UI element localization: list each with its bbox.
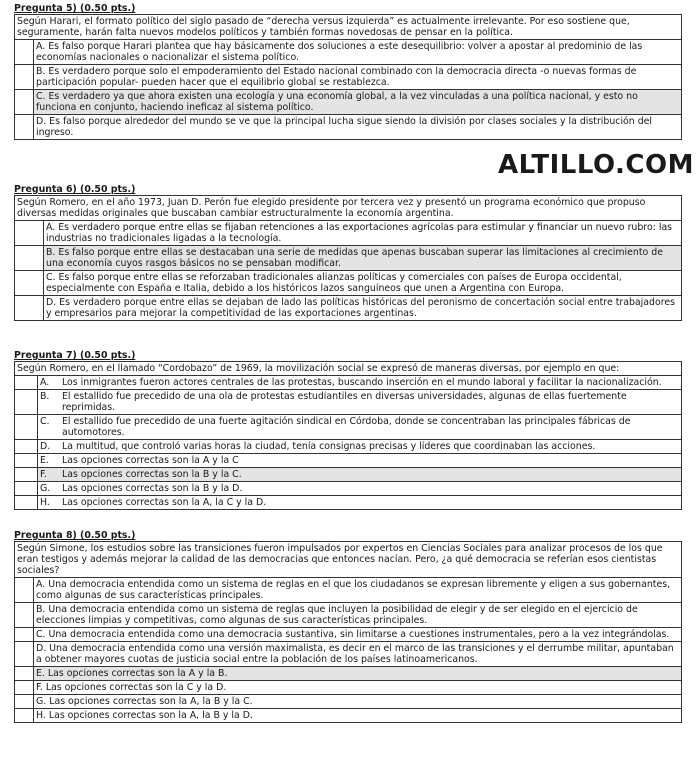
option-e-selected[interactable]: E. Las opciones correctas son la A y la B. <box>15 666 681 680</box>
question-8 <box>14 530 682 723</box>
brand-watermark: ALTILLO.COM <box>498 150 694 180</box>
question-5 <box>14 3 682 140</box>
option-b-selected[interactable]: B. Es falso porque entre ellas se destacaban una serie de medidas que apenas buscaban superar las limitaciones al crecimiento de una economía cuyos rasgos básicos no se pensaban modificar. <box>15 245 681 270</box>
question-title: Pregunta 5) (0.50 pts.) <box>14 3 136 14</box>
options-list <box>14 39 682 140</box>
question-title: Pregunta 7) (0.50 pts.) <box>14 350 136 361</box>
option-a[interactable]: A. Es falso porque Harari plantea que hay básicamente dos soluciones a este desequilibrio: volver a apostar al predominio de las economías nacionales o nacionalizar el sistema político. <box>15 39 681 64</box>
option-a[interactable]: A. Los inmigrantes fueron actores centrales de las protestas, buscando inserción en el mundo laboral y facilitar la nacionalización. <box>15 375 681 389</box>
option-f[interactable]: F. Las opciones correctas son la C y la D. <box>15 680 681 694</box>
option-d[interactable]: D. Es verdadero porque entre ellas se dejaban de lado las políticas históricas del peronismo de concertación social entre trabajadores y empresarios para mejorar la competitividad de las exportaciones argentinas. <box>15 295 681 321</box>
option-f-selected[interactable]: F. Las opciones correctas son la B y la C. <box>15 467 681 481</box>
option-d[interactable]: D. Una democracia entendida como una versión maximalista, es decir en el marco de las transiciones y el derrumbe militar, apuntaban a obtener mayores cuotas de justicia social entre la población de los países latinoamericanos. <box>15 641 681 666</box>
option-a[interactable]: A. Es verdadero porque entre ellas se fijaban retenciones a las exportaciones agrícolas para estimular y financiar un nuevo rubro: las industrias no tradicionales ligadas a la tecnología. <box>15 220 681 245</box>
option-h[interactable]: H. Las opciones correctas son la A, la B y la D. <box>15 708 681 723</box>
option-d[interactable]: D. La multitud, que controló varias horas la ciudad, tenía consignas precisas y líderes que coordinaban las acciones. <box>15 439 681 453</box>
question-stem: Según Romero, en el año 1973, Juan D. Perón fue elegido presidente por tercera vez y presentó un programa económico que propuso diversas medidas originales que buscaban cambiar estructuralmente la economía argentina. <box>14 195 682 220</box>
option-c[interactable]: C. Una democracia entendida como una democracia sustantiva, sin limitarse a cuestiones instrumentales, pero a la vez integrándolas. <box>15 627 681 641</box>
option-c[interactable]: C. El estallido fue precedido de una fuerte agitación sindical en Córdoba, donde se concentraban las principales fábricas de automotores. <box>15 414 681 439</box>
option-c-selected[interactable]: C. Es verdadero ya que ahora existen una ecología y una economía global, a la vez vinculadas a una política nacional, y esto no funciona en conjunto, haciendo ineficaz al sistema político. <box>15 89 681 114</box>
option-e[interactable]: E. Las opciones correctas son la A y la C <box>15 453 681 467</box>
options-list <box>14 577 682 723</box>
option-d[interactable]: D. Es falso porque alrededor del mundo se ve que la principal lucha sigue siendo la división por clases sociales y la distribución del ingreso. <box>15 114 681 140</box>
option-a[interactable]: A. Una democracia entendida como un sistema de reglas en el que los ciudadanos se expresan libremente y eligen a sus gobernantes, como algunas de sus características principales. <box>15 577 681 602</box>
question-stem: Según Simone, los estudios sobre las transiciones fueron impulsados por expertos en Ciencias Sociales para analizar procesos de los que eran testigos y además mejorar la calidad de las democracias que entonces nacían. Pero, ¿a qué democracia se referían esos cientistas sociales? <box>14 541 682 577</box>
question-stem: Según Harari, el formato político del siglo pasado de “derecha versus izquierda” es actualmente irrelevante. Por eso sostiene que, seguramente, harán falta nuevos modelos políticos y también formas novedosas de pensar en la política. <box>14 14 682 39</box>
question-title: Pregunta 8) (0.50 pts.) <box>14 530 136 541</box>
option-b[interactable]: B. El estallido fue precedido de una ola de protestas estudiantiles en diversas universidades, algunas de ellas fuertemente reprimidas. <box>15 389 681 414</box>
question-7 <box>14 350 682 510</box>
option-g[interactable]: G. Las opciones correctas son la B y la D. <box>15 481 681 495</box>
option-c[interactable]: C. Es falso porque entre ellas se reforzaban tradicionales alianzas políticas y comerciales con países de Europa occidental, especialmente con España e Italia, debido a los históricos lazos sanguíneos que unen a Argentina con Europa. <box>15 270 681 295</box>
question-6 <box>14 184 682 321</box>
question-stem: Según Romero, en el llamado “Cordobazo” de 1969, la movilización social se expresó de maneras diversas, por ejemplo en que: <box>14 361 682 375</box>
options-list <box>14 220 682 321</box>
options-list <box>14 375 682 510</box>
option-b[interactable]: B. Es verdadero porque solo el empoderamiento del Estado nacional combinado con la democracia directa -o nuevas formas de participación popular- pueden hacer que el equilibrio global se restablezca. <box>15 64 681 89</box>
question-title: Pregunta 6) (0.50 pts.) <box>14 184 136 195</box>
option-b[interactable]: B. Una democracia entendida como un sistema de reglas que incluyen la posibilidad de elegir y de ser elegido en el ejercicio de elecciones limpias y competitivas, como algunas de sus características principales. <box>15 602 681 627</box>
option-g[interactable]: G. Las opciones correctas son la A, la B y la C. <box>15 694 681 708</box>
option-h[interactable]: H. Las opciones correctas son la A, la C y la D. <box>15 495 681 510</box>
